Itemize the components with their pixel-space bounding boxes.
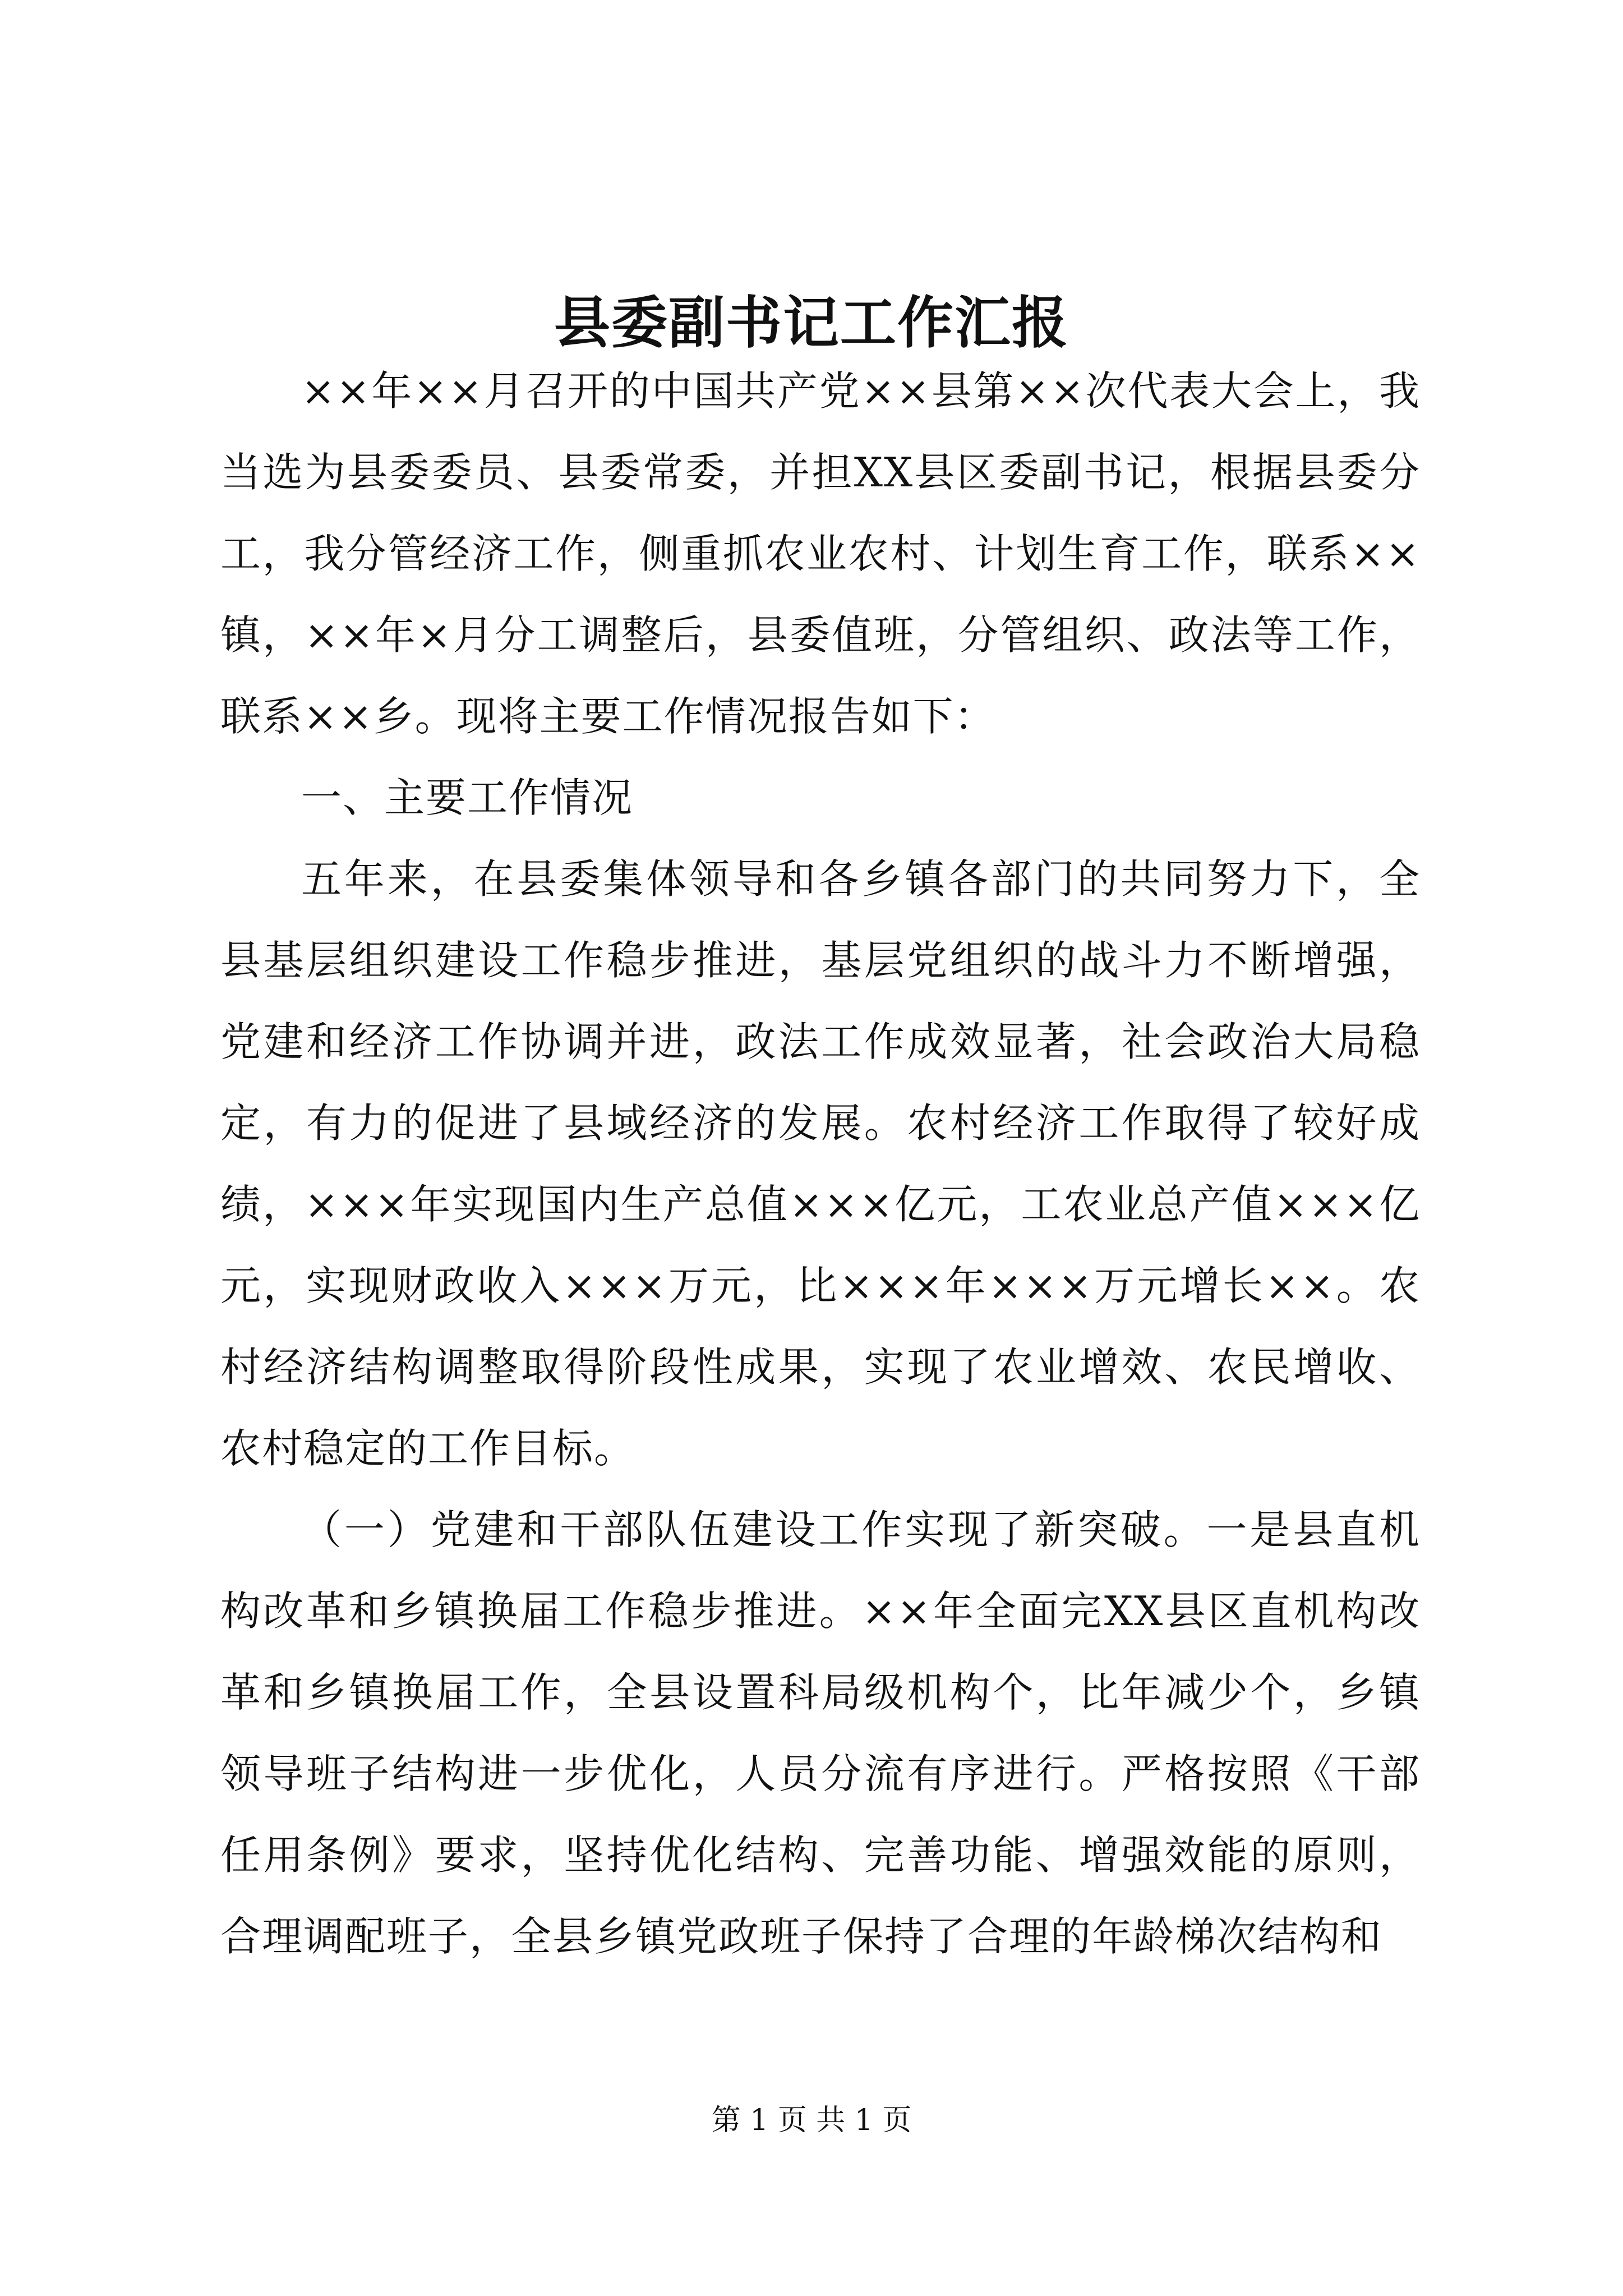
paragraph-overview: 五年来，在县委集体领导和各乡镇各部门的共同努力下，全县基层组织建设工作稳步推进，基层党组织的战斗力不断增强，党建和经济工作协调并进，政法工作成效显著，社会政治大局稳定，有力的促进了县域经济的发展。农村经济工作取得了较好成绩，×××年实现国内生产总值×××亿元，工农业总产值×××亿元，实现财政收入×××万元，比×××年×××万元增长××。农村经济结构调整取得阶段性成果，实现了农业增效、农民增收、农村稳定的工作目标。 [220, 855, 1421, 1472]
document-body [220, 351, 1421, 1977]
document-title: 县委副书记工作汇报 [554, 289, 1069, 356]
paragraph-intro: ××年××月召开的中国共产党××县第××次代表大会上，我当选为县委委员、县委常委，并担XX县区委副书记，根据县委分工，我分管经济工作，侧重抓农业农村、计划生育工作，联系××镇，××年×月分工调整后，县委值班，分管组织、政法等工作，联系××乡。现将主要工作情况报告如下： [220, 367, 1421, 740]
section-heading: 一、主要工作情况 [301, 774, 634, 821]
paragraph-party-building: （一）党建和干部队伍建设工作实现了新突破。一是县直机构改革和乡镇换届工作稳步推进。××年全面完XX县区直机构改革和乡镇换届工作，全县设置科局级机构个，比年减少个，乡镇领导班子结构进一步优化，人员分流有序进行。严格按照《干部任用条例》要求，坚持优化结构、完善功能、增强效能的原则，合理调配班子，全县乡镇党政班子保持了合理的年龄梯次结构和 [220, 1506, 1421, 1960]
page-number-footer: 第 1 页 共 1 页 [711, 2104, 912, 2137]
